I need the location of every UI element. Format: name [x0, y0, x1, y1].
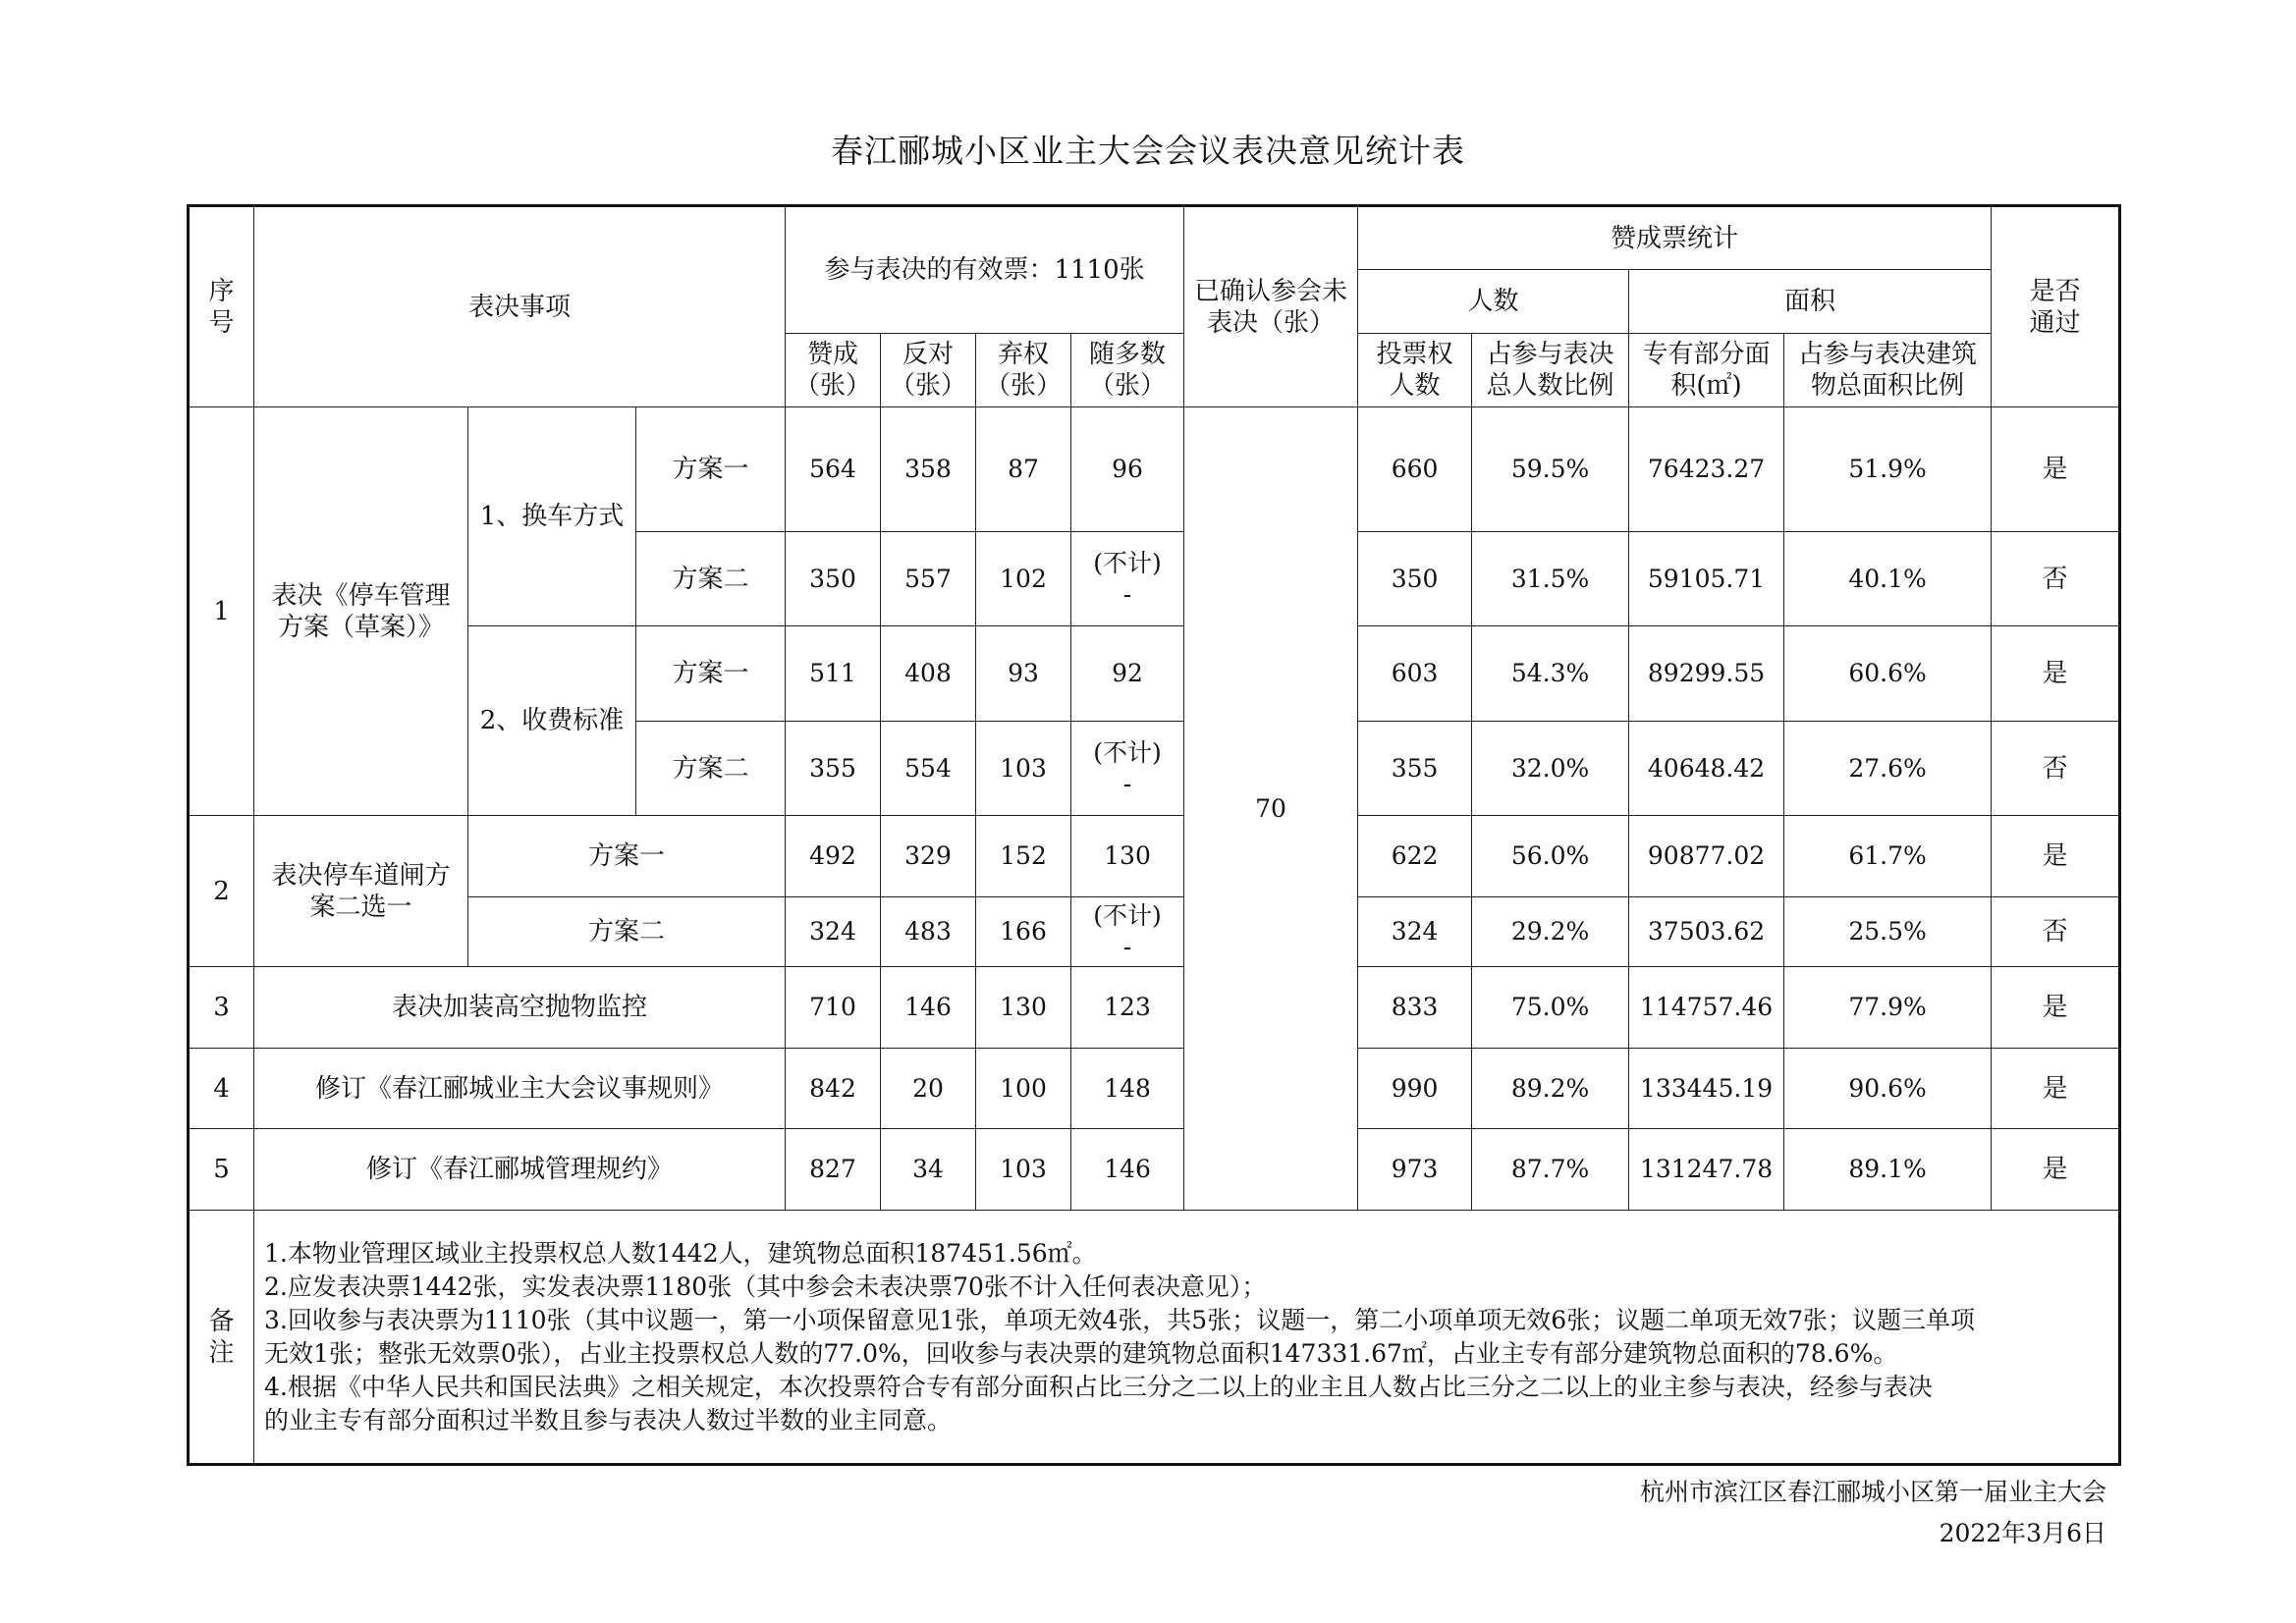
majority-cell: 130 [1071, 816, 1184, 897]
area-ratio-cell: 89.1% [1784, 1129, 1992, 1211]
abstain-cell: 166 [976, 897, 1071, 967]
confirmed-not-voted-value: 70 [1184, 407, 1358, 1211]
header-voting-people: 投票权 人数 [1358, 334, 1472, 407]
header-confirmed-not-voted: 已确认参会未 表决（张） [1184, 206, 1358, 407]
note-line: 1.本物业管理区域业主投票权总人数1442人，建筑物总面积187451.56㎡。 [264, 1238, 1097, 1268]
abstain-cell: 152 [976, 816, 1071, 897]
area-cell: 40648.42 [1629, 722, 1784, 816]
header-follow-majority: 随多数 （张） [1071, 334, 1184, 407]
item3-title: 表决加装高空抛物监控 [254, 967, 786, 1049]
oppose-cell: 34 [881, 1129, 976, 1211]
header-approve: 赞成 （张） [786, 334, 881, 407]
area-cell: 131247.78 [1629, 1129, 1784, 1211]
majority-cell: 96 [1071, 407, 1184, 532]
people-ratio-cell: 29.2% [1472, 897, 1629, 967]
people-cell: 833 [1358, 967, 1472, 1049]
passed-cell: 是 [1992, 1049, 2120, 1129]
plan-cell: 方案一 [636, 407, 786, 532]
oppose-cell: 329 [881, 816, 976, 897]
abstain-cell: 130 [976, 967, 1071, 1049]
table-row [189, 407, 2120, 532]
header-area-ratio: 占参与表决建筑 物总面积比例 [1784, 334, 1992, 407]
note-line: 无效1张；整张无效票0张），占业主投票权总人数的77.0%，回收参与表决票的建筑物总面积147331.67㎡，占业主专有部分建筑物总面积的78.6%。 [264, 1338, 1898, 1368]
notes-row [189, 1211, 2120, 1465]
people-ratio-cell: 31.5% [1472, 532, 1629, 626]
people-ratio-cell: 89.2% [1472, 1049, 1629, 1129]
vote-statistics-table [187, 204, 2121, 1466]
header-exclusive-area: 专有部分面 积(㎡) [1629, 334, 1784, 407]
area-ratio-cell: 77.9% [1784, 967, 1992, 1049]
majority-cell: (不计) - [1071, 532, 1184, 626]
majority-cell: (不计) - [1071, 897, 1184, 967]
plan-cell: 方案一 [636, 626, 786, 722]
area-cell: 90877.02 [1629, 816, 1784, 897]
oppose-cell: 557 [881, 532, 976, 626]
approve-cell: 350 [786, 532, 881, 626]
oppose-cell: 20 [881, 1049, 976, 1129]
document-title: 春江郦城小区业主大会会议表决意见统计表 [831, 132, 1465, 170]
area-cell: 59105.71 [1629, 532, 1784, 626]
plan-cell: 方案一 [468, 816, 786, 897]
item5-seq: 5 [189, 1129, 254, 1211]
area-ratio-cell: 25.5% [1784, 897, 1992, 967]
abstain-cell: 102 [976, 532, 1071, 626]
header-abstain: 弃权 （张） [976, 334, 1071, 407]
approve-cell: 355 [786, 722, 881, 816]
people-cell: 350 [1358, 532, 1472, 626]
item1-seq: 1 [189, 407, 254, 816]
table-row [189, 816, 2120, 897]
majority-cell: (不计) - [1071, 722, 1184, 816]
passed-cell: 否 [1992, 897, 2120, 967]
area-cell: 133445.19 [1629, 1049, 1784, 1129]
area-ratio-cell: 51.9% [1784, 407, 1992, 532]
majority-cell: 123 [1071, 967, 1184, 1049]
oppose-cell: 483 [881, 897, 976, 967]
area-ratio-cell: 61.7% [1784, 816, 1992, 897]
abstain-cell: 93 [976, 626, 1071, 722]
table-row [189, 626, 2120, 722]
approve-cell: 492 [786, 816, 881, 897]
note-line: 3.回收参与表决票为1110张（其中议题一，第一小项保留意见1张，单项无效4张，共5张；议题一，第二小项单项无效6张；议题二单项无效7张；议题三单项 [264, 1305, 1976, 1334]
area-cell: 89299.55 [1629, 626, 1784, 722]
people-ratio-cell: 32.0% [1472, 722, 1629, 816]
people-ratio-cell: 54.3% [1472, 626, 1629, 722]
approve-cell: 511 [786, 626, 881, 722]
plan-cell: 方案二 [468, 897, 786, 967]
oppose-cell: 358 [881, 407, 976, 532]
approve-cell: 827 [786, 1129, 881, 1211]
people-cell: 973 [1358, 1129, 1472, 1211]
item1-sub2: 2、收费标准 [468, 626, 636, 816]
area-cell: 114757.46 [1629, 967, 1784, 1049]
people-ratio-cell: 59.5% [1472, 407, 1629, 532]
header-valid-votes: 参与表决的有效票：1110张 [786, 206, 1184, 334]
approve-cell: 842 [786, 1049, 881, 1129]
majority-cell: 148 [1071, 1049, 1184, 1129]
header-passed: 是否 通过 [1992, 206, 2120, 407]
oppose-cell: 146 [881, 967, 976, 1049]
footer-organization: 杭州市滨江区春江郦城小区第一届业主大会 [1639, 1478, 2106, 1506]
item4-seq: 4 [189, 1049, 254, 1129]
table-row [189, 897, 2120, 967]
people-ratio-cell: 56.0% [1472, 816, 1629, 897]
people-ratio-cell: 75.0% [1472, 967, 1629, 1049]
item5-title: 修订《春江郦城管理规约》 [254, 1129, 786, 1211]
area-cell: 37503.62 [1629, 897, 1784, 967]
table-row [189, 1129, 2120, 1211]
header-seq: 序 号 [189, 206, 254, 407]
people-cell: 324 [1358, 897, 1472, 967]
item1-sub1: 1、换车方式 [468, 407, 636, 626]
item1-title: 表决《停车管理 方案（草案）》 [254, 407, 468, 816]
passed-cell: 是 [1992, 626, 2120, 722]
header-area: 面积 [1629, 270, 1992, 334]
header-people: 人数 [1358, 270, 1629, 334]
note-line: 的业主专有部分面积过半数且参与表决人数过半数的业主同意。 [264, 1405, 953, 1434]
approve-cell: 324 [786, 897, 881, 967]
area-ratio-cell: 60.6% [1784, 626, 1992, 722]
abstain-cell: 103 [976, 1129, 1071, 1211]
header-approve-stats: 赞成票统计 [1358, 206, 1992, 270]
people-cell: 603 [1358, 626, 1472, 722]
passed-cell: 是 [1992, 1129, 2120, 1211]
notes-label: 备 注 [189, 1211, 254, 1465]
area-cell: 76423.27 [1629, 407, 1784, 532]
people-cell: 355 [1358, 722, 1472, 816]
item2-title: 表决停车道闸方 案二选一 [254, 816, 468, 967]
table-row [189, 967, 2120, 1049]
note-line: 4.根据《中华人民共和国民法典》之相关规定，本次投票符合专有部分面积占比三分之二以上的业主且人数占比三分之二以上的业主参与表决，经参与表决 [264, 1372, 1933, 1401]
footer-date: 2022年3月6日 [1939, 1519, 2106, 1547]
area-ratio-cell: 27.6% [1784, 722, 1992, 816]
approve-cell: 564 [786, 407, 881, 532]
abstain-cell: 100 [976, 1049, 1071, 1129]
notes-content [254, 1211, 2120, 1465]
passed-cell: 是 [1992, 816, 2120, 897]
passed-cell: 是 [1992, 967, 2120, 1049]
plan-cell: 方案二 [636, 722, 786, 816]
item4-title: 修订《春江郦城业主大会议事规则》 [254, 1049, 786, 1129]
table-row [189, 1049, 2120, 1129]
oppose-cell: 408 [881, 626, 976, 722]
people-cell: 622 [1358, 816, 1472, 897]
item3-seq: 3 [189, 967, 254, 1049]
header-people-ratio: 占参与表决 总人数比例 [1472, 334, 1629, 407]
passed-cell: 否 [1992, 722, 2120, 816]
header-matter: 表决事项 [254, 206, 786, 407]
majority-cell: 92 [1071, 626, 1184, 722]
abstain-cell: 87 [976, 407, 1071, 532]
oppose-cell: 554 [881, 722, 976, 816]
note-line: 2.应发表决票1442张，实发表决票1180张（其中参会未表决票70张不计入任何表决意见）； [264, 1271, 1267, 1301]
passed-cell: 否 [1992, 532, 2120, 626]
approve-cell: 710 [786, 967, 881, 1049]
majority-cell: 146 [1071, 1129, 1184, 1211]
plan-cell: 方案二 [636, 532, 786, 626]
item2-seq: 2 [189, 816, 254, 967]
area-ratio-cell: 40.1% [1784, 532, 1992, 626]
passed-cell: 是 [1992, 407, 2120, 532]
people-cell: 990 [1358, 1049, 1472, 1129]
people-cell: 660 [1358, 407, 1472, 532]
area-ratio-cell: 90.6% [1784, 1049, 1992, 1129]
people-ratio-cell: 87.7% [1472, 1129, 1629, 1211]
header-oppose: 反对 （张） [881, 334, 976, 407]
abstain-cell: 103 [976, 722, 1071, 816]
